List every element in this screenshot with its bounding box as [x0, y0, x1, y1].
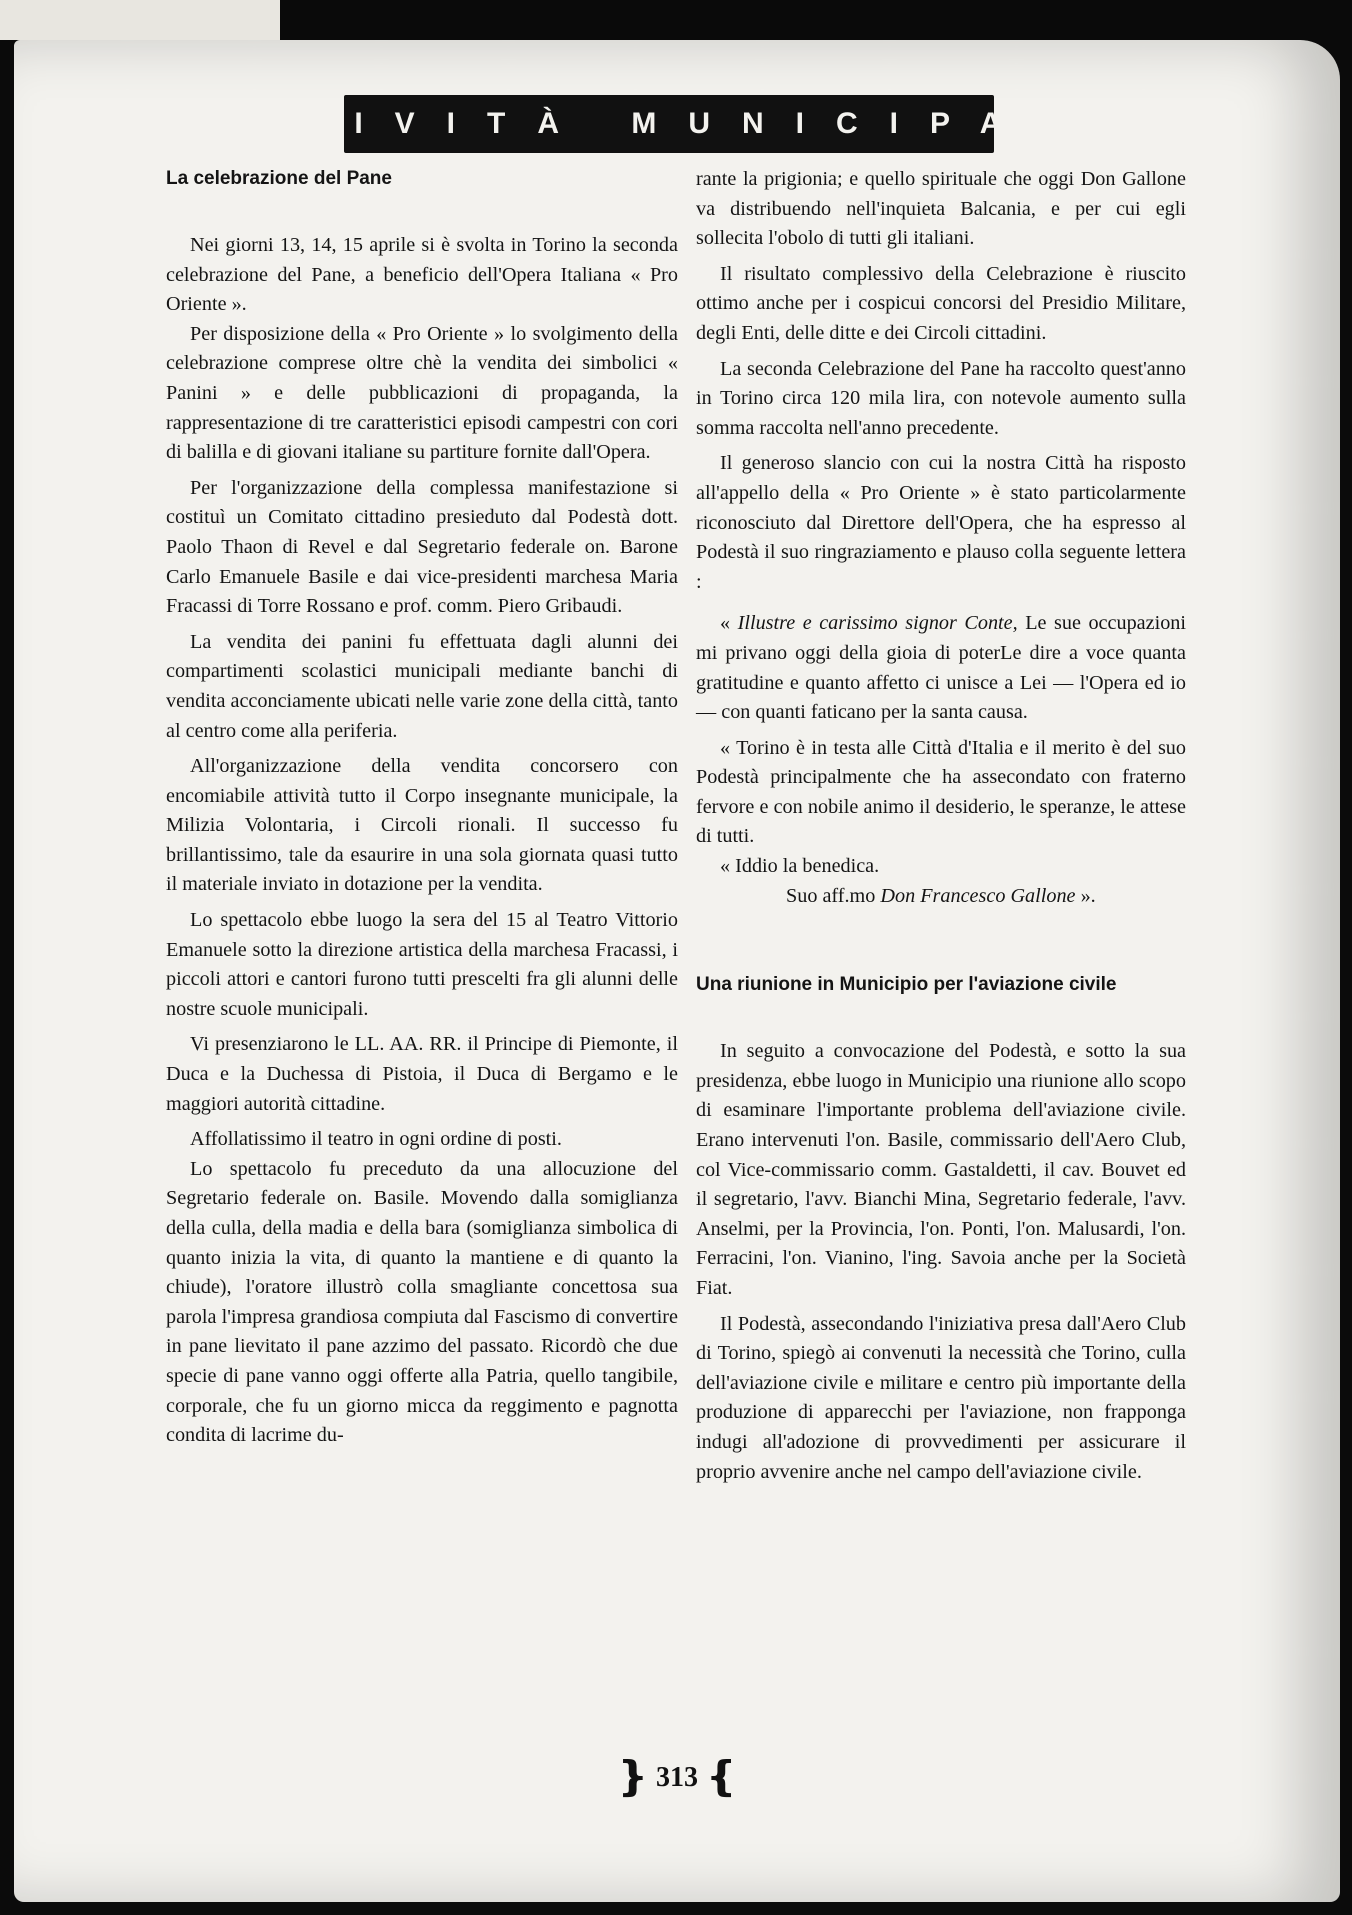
right-column — [696, 165, 1186, 1487]
paragraph: Nei giorni 13, 14, 15 aprile si è svolta in Torino la seconda celebrazione del Pane, a beneficio dell'Opera Italiana « Pro Oriente ». — [166, 234, 678, 316]
paragraph: All'organizzazione della vendita concorsero con encomiabile attività tutto il Corpo insegnante municipale, la Milizia Volontaria, i Circoli rionali. Il successo fu brillantissimo, tale da esaurire in una sola giornata quasi tutto il materiale inviato in dotazione per la vendita. — [166, 755, 678, 896]
paragraph: Lo spettacolo fu preceduto da una allocuzione del Segretario federale on. Basile. Movendo dalla somiglianza della culla, della madia e della bara (somiglianza simbolica di quanto inizia la vita, di quanto la mantiene e di quanto la chiude), l'oratore illustrò colla smagliante concettosa sua parola l'impresa grandiosa compiuta dal Fascismo di convertire in pane lievitato il pane azzimo del passato. Ricordò che due specie di pane vanno oggi offerte alla Patria, quello tangibile, corporale, che fu un giorno micca da reggimento e pagnotta condita di lacrime du- — [166, 1157, 678, 1447]
running-title: ATTIVITÀ MUNICIPALE — [202, 107, 1136, 140]
paragraph: Il generoso slancio con cui la nostra Città ha risposto all'appello della « Pro Oriente » è stato particolarmente riconosciuto dal Direttore dell'Opera, che ha espresso al Podestà il suo ringraziamento e plauso colla seguente lettera : — [696, 452, 1186, 593]
ornament-left-icon: ❵ — [615, 1754, 649, 1799]
paragraph: Per disposizione della « Pro Oriente » lo svolgimento della celebrazione comprese oltre chè la vendita dei simbolici « Panini » e delle pubblicazioni di propaganda, la rappresentazione di tre caratteristici episodi campestri con cori di balilla e di giovani italiane su partiture fornite dall'Opera. — [166, 322, 678, 464]
letter-salutation: Illustre e carissimo signor Conte, — [737, 612, 1018, 635]
letter-body: Le sue occupazioni mi privano oggi della gioia di poterLe dire a voce quanta gratitudine e quanto affetto ci unisce a Lei — l'Opera ed io — con quanti faticano per la santa causa. — [696, 612, 1186, 724]
paragraph: Il risultato complessivo della Celebrazione è riuscito ottimo anche per i cospicui concorsi del Presidio Militare, degli Enti, delle ditte e dei Circoli cittadini. — [696, 262, 1186, 344]
scan-border-light — [0, 0, 280, 40]
letter-paragraph: « Iddio la benedica. — [720, 855, 880, 878]
paragraph: La vendita dei panini fu effettuata dagli alunni dei compartimenti scolastici municipali mediante banchi di vendita acconciamente ubicati nelle varie zone della città, tanto al centro come alla periferia. — [166, 630, 678, 742]
magazine-page — [14, 40, 1340, 1902]
letter-paragraph: « Torino è in testa alle Città d'Italia e il merito è del suo Podestà principalmente che ha assecondato con fraterno fervore e con nobile animo il desiderio, le speranze, le attese di tutti. — [696, 736, 1186, 848]
paragraph: La seconda Celebrazione del Pane ha raccolto quest'anno in Torino circa 120 mila lira, con notevole aumento sulla somma raccolta nell'anno precedente. — [696, 357, 1186, 439]
ornament-right-icon: ❴ — [705, 1754, 739, 1799]
letter-signature: Suo aff.mo Don Francesco Gallone ». — [786, 884, 1096, 907]
paragraph: Affollatissimo il teatro in ogni ordine di posti. — [190, 1128, 562, 1151]
letter-paragraph: « Illustre e carissimo signor Conte, Le sue occupazioni mi privano oggi della gioia di poterLe dire a voce quanta gratitudine e quanto affetto ci unisce a Lei — l'Opera ed io — con quanti faticano per la santa causa. — [696, 612, 1186, 724]
section-heading-aviation: Una riunione in Municipio per l'aviazione civile — [696, 974, 1117, 996]
paragraph: In seguito a convocazione del Podestà, e sotto la sua presidenza, ebbe luogo in Municipio una riunione allo scopo di esaminare l'importante problema dell'aviazione civile. Erano intervenuti l'on. Basile, commissario dell'Aero Club, col Vice-commissario comm. Gastaldetti, il cav. Bouvet ed il segretario, l'avv. Bianchi Mina, Segretario federale, l'avv. Anselmi, per la Provincia, l'on. Ponti, l'on. Malusardi, l'on. Ferracini, l'on. Vianino, l'ing. Savoia anche per la Società Fiat. — [696, 1040, 1186, 1299]
paragraph: Lo spettacolo ebbe luogo la sera del 15 al Teatro Vittorio Emanuele sotto la direzione artistica della marchesa Fracassi, i piccoli attori e cantori furono tutti prescelti fra gli alunni delle nostre scuole municipali. — [166, 909, 678, 1020]
running-header — [202, 95, 1136, 153]
left-column — [166, 165, 678, 1451]
page-number: ❵ 313 ❴ — [615, 1754, 739, 1799]
paragraph: rante la prigionia; e quello spirituale che oggi Don Gallone va distribuendo nell'inquieta Balcania, e per cui egli sollecita l'obolo di tutti gli italiani. — [696, 168, 1186, 250]
paragraph: Vi presenziarono le LL. AA. RR. il Principe di Piemonte, il Duca e la Duchessa di Pistoia, il Duca di Bergamo e le maggiori autorità cittadine. — [166, 1033, 678, 1115]
section-heading-bread: La celebrazione del Pane — [166, 168, 392, 189]
paragraph: Per l'organizzazione della complessa manifestazione si costituì un Comitato cittadino presieduto dal Podestà dott. Paolo Thaon di Revel e dal Segretario federale on. Barone Carlo Emanuele Basile e dai vice-presidenti marchesa Maria Fracassi di Torre Rossano e prof. comm. Piero Gribaudi. — [166, 476, 678, 618]
paragraph: Il Podestà, assecondando l'iniziativa presa dall'Aero Club di Torino, spiegò ai convenuti la necessità che Torino, culla dell'aviazione civile e militare e centro più importante della produzione di apparecchi per l'aviazione, non frapponga indugi all'adozione di provvedimenti per assicurare il proprio avvenire anche nel campo dell'aviazione civile. — [696, 1312, 1186, 1483]
